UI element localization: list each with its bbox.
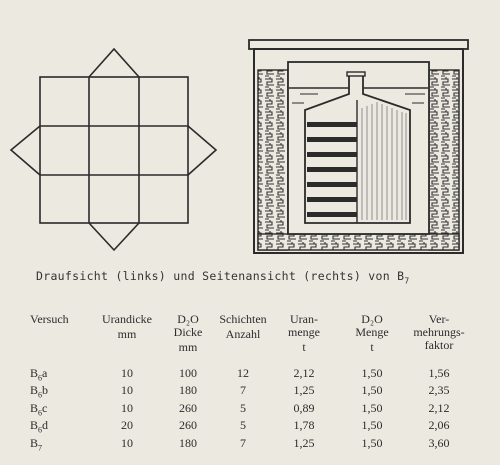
column-header-line: Versuch bbox=[30, 312, 69, 326]
cell-uranmenge: 1,25 bbox=[293, 435, 315, 450]
cell-urandicke: 20 bbox=[121, 418, 133, 433]
cell-d2o-menge: 1,50 bbox=[361, 400, 383, 415]
cell-d2o-menge: 1,50 bbox=[361, 418, 383, 433]
cell-uranmenge: 1,78 bbox=[293, 418, 315, 433]
cell-faktor: 1,56 bbox=[428, 366, 450, 380]
left-brick-wall bbox=[258, 70, 288, 250]
uranium-layer bbox=[307, 197, 357, 202]
cell-d2o-dicke: 100 bbox=[179, 366, 197, 380]
cell-d2o-menge: 1,50 bbox=[361, 435, 383, 450]
uranium-layer bbox=[307, 212, 357, 217]
cell-schichten: 7 bbox=[240, 383, 246, 398]
cell-d2o-dicke: 260 bbox=[179, 400, 197, 415]
column-header bbox=[338, 313, 406, 367]
column-unit: mm bbox=[178, 340, 198, 354]
cell-faktor: 2,35 bbox=[428, 383, 450, 398]
column-header-line: Schichten bbox=[219, 312, 267, 326]
cell-versuch: $B_6a$ bbox=[30, 366, 48, 383]
table-row bbox=[30, 367, 472, 384]
cell-faktor: 3,60 bbox=[428, 435, 450, 450]
cell-versuch: $B_6b$ bbox=[30, 383, 49, 400]
column-header bbox=[216, 313, 270, 367]
uranium-layer bbox=[307, 137, 357, 142]
bottom-brick-wall bbox=[258, 234, 459, 250]
table-row bbox=[30, 437, 472, 454]
figure-caption bbox=[36, 269, 410, 285]
cell-versuch: $B_6c$ bbox=[30, 400, 48, 418]
caption-text: Draufsicht (links) und Seitenansicht (rechts) von B bbox=[36, 269, 405, 283]
column-unit: t bbox=[302, 340, 306, 354]
column-header-line: faktor bbox=[424, 338, 454, 352]
table-row bbox=[30, 384, 472, 401]
right-triangle bbox=[188, 126, 216, 175]
top-view-grid-outline bbox=[40, 77, 188, 223]
cell-urandicke: 10 bbox=[121, 400, 133, 415]
column-header-line: Ver- bbox=[428, 312, 450, 326]
flask-neck bbox=[347, 72, 365, 76]
column-header-line: mehrungs- bbox=[413, 325, 465, 339]
table-row bbox=[30, 419, 472, 436]
column-header-line: Menge bbox=[355, 325, 389, 339]
column-unit: Anzahl bbox=[225, 327, 261, 341]
column-header-line: menge bbox=[288, 325, 320, 339]
column-unit: t bbox=[370, 340, 374, 354]
cell-uranmenge: 0,89 bbox=[293, 400, 315, 415]
cell-urandicke: 10 bbox=[121, 383, 133, 398]
column-header bbox=[160, 313, 216, 367]
cell-d2o-dicke: 180 bbox=[179, 435, 197, 450]
cell-d2o-menge: 1,50 bbox=[361, 366, 383, 380]
caption-subscript: 7 bbox=[404, 276, 410, 286]
column-header-line: Urandicke bbox=[102, 312, 152, 326]
experiment-table bbox=[30, 313, 472, 454]
cell-uranmenge: 2,12 bbox=[293, 366, 315, 380]
cell-schichten: 5 bbox=[240, 400, 246, 415]
right-brick-wall bbox=[429, 70, 459, 250]
uranium-layer bbox=[307, 167, 357, 172]
uranium-layer bbox=[307, 122, 357, 127]
uranium-layer bbox=[307, 152, 357, 157]
cell-schichten: 5 bbox=[240, 418, 246, 433]
side-view-diagram bbox=[249, 40, 468, 253]
table-header-row bbox=[30, 313, 472, 367]
column-unit: mm bbox=[117, 327, 137, 341]
cell-versuch: $B_7$ bbox=[30, 435, 43, 452]
column-header-line: D₂O bbox=[361, 312, 383, 326]
column-header bbox=[30, 313, 94, 367]
cell-d2o-menge: 1,50 bbox=[361, 383, 383, 398]
column-header bbox=[94, 313, 160, 367]
cell-urandicke: 10 bbox=[121, 435, 133, 450]
cell-urandicke: 10 bbox=[121, 366, 133, 380]
table-body bbox=[30, 367, 472, 454]
column-header bbox=[406, 313, 472, 367]
cell-schichten: 12 bbox=[237, 366, 249, 380]
container-lid bbox=[249, 40, 468, 49]
uranium-layer bbox=[307, 182, 357, 187]
cell-d2o-dicke: 180 bbox=[179, 383, 197, 398]
table-row bbox=[30, 402, 472, 419]
left-triangle bbox=[11, 126, 40, 175]
cell-versuch: $B_6d$ bbox=[30, 418, 49, 435]
column-header-line: Dicke bbox=[173, 325, 203, 339]
column-header-line: Uran- bbox=[290, 312, 318, 326]
cell-faktor: 2,06 bbox=[428, 418, 450, 433]
cell-uranmenge: 1,25 bbox=[293, 383, 315, 398]
cell-schichten: 7 bbox=[240, 435, 246, 450]
top-triangle bbox=[89, 49, 139, 77]
bottom-triangle bbox=[89, 223, 139, 250]
cell-d2o-dicke: 260 bbox=[179, 418, 197, 433]
top-view-diagram bbox=[11, 49, 216, 250]
cell-faktor: 2,12 bbox=[428, 400, 450, 415]
column-header-line: D₂O bbox=[177, 312, 199, 326]
column-header bbox=[270, 313, 338, 367]
